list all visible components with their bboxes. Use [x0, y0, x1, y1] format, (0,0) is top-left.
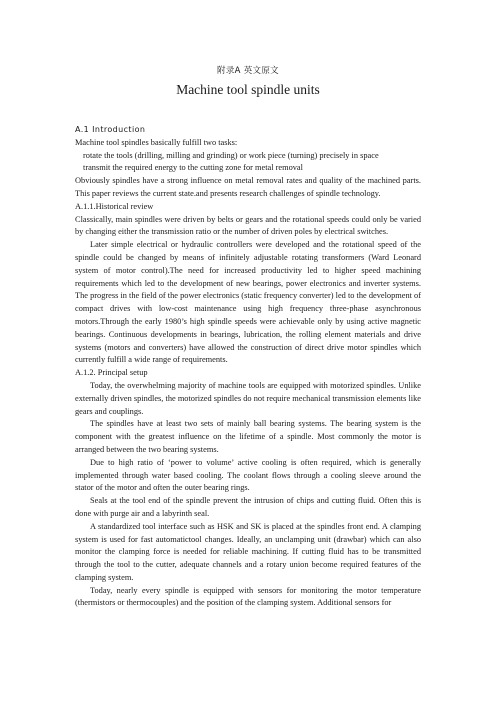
history-paragraph-2: Later simple electrical or hydraulic controllers were developed and the rotational speed of the spindle could be changed by means of infinitely adjustable rotating transformers (Ward Leonard system of motor control).The need for increased productivity led to higher speed machining requirements which led to the development of new bearings, power electronics and inverter systems. The progress in the field of the power electronics (static frequency converter) led to the development of compact drives with low-cost maintenance using high frequency three-phase asynchronous motors.Through the early 1980’s high spindle speeds were achievable only by using active magnetic bearings. Continuous developments in bearings, lubrication, the rolling element materials and drive systems (motors and converters) have allowed the construction of direct drive motor spindles which currently fulfill a wide range of requirements.	[75, 240, 421, 365]
history-paragraph-1: Classically, main spindles were driven by belts or gears and the rotational speeds could only be varied by changing either the transmission ratio or the number of driven poles by electrical switches.	[75, 214, 421, 237]
task-item-1: rotate the tools (drilling, milling and grinding) or work piece (turning) precisely in space	[83, 150, 379, 160]
intro-paragraph: Obviously spindles have a strong influence on metal removal rates and quality of the machined parts. This paper reviews the current state.and presents research challenges of spindle technology.	[75, 176, 421, 198]
setup-paragraph-4: Seals at the tool end of the spindle prevent the intrusion of chips and cutting fluid. Often this is done with purge air and a labyrinth seal.	[75, 496, 421, 518]
section-heading-historical-review: A.1.1.Historical review	[75, 201, 154, 211]
setup-paragraph-5: A standardized tool interface such as HSK and SK is placed at the spindles front end. A clamping system is used for fast automatictool changes. Ideally, an unclamping unit (drawbar) which can also monitor the clamping force is needed for reliable machining. If cutting fluid has to be transmitted through the tool to the cutter, adequate channels and a rotary union become required features of the clamping system.	[75, 521, 421, 582]
document-body	[75, 124, 421, 610]
section-heading-principal-setup: A.1.2. Principal setup	[75, 368, 148, 378]
task-item-2: transmit the required energy to the cutting zone for metal removal	[83, 163, 303, 173]
intro-lead-paragraph: Machine tool spindles basically fulfill two tasks:	[75, 137, 238, 147]
setup-paragraph-3: Due to high ratio of ‘power to volume’ active cooling is often required, which is generally implemented through water based cooling. The coolant flows through a cooling sleeve around the stator of the motor and often the outer bearing rings.	[75, 457, 421, 493]
document-title: Machine tool spindle units	[176, 82, 320, 97]
setup-paragraph-6: Today, nearly every spindle is equipped with sensors for monitoring the motor temperature (thermistors or thermocouples) and the position of the clamping system. Additional sensors for	[75, 585, 421, 608]
section-heading-introduction: A.1 Introduction	[75, 125, 146, 134]
setup-paragraph-1: Today, the overwhelming majority of machine tools are equipped with motorized spindles. Unlike externally driven spindles, the motorized spindles do not require mechanical transmission elements like gears and couplings.	[75, 380, 421, 416]
setup-paragraph-2: The spindles have at least two sets of mainly ball bearing systems. The bearing system is the component with the greatest influence on the lifetime of a spindle. Most commonly the motor is arranged between the two bearing systems.	[75, 419, 421, 454]
appendix-title: 附录A 英文原文	[217, 66, 279, 76]
